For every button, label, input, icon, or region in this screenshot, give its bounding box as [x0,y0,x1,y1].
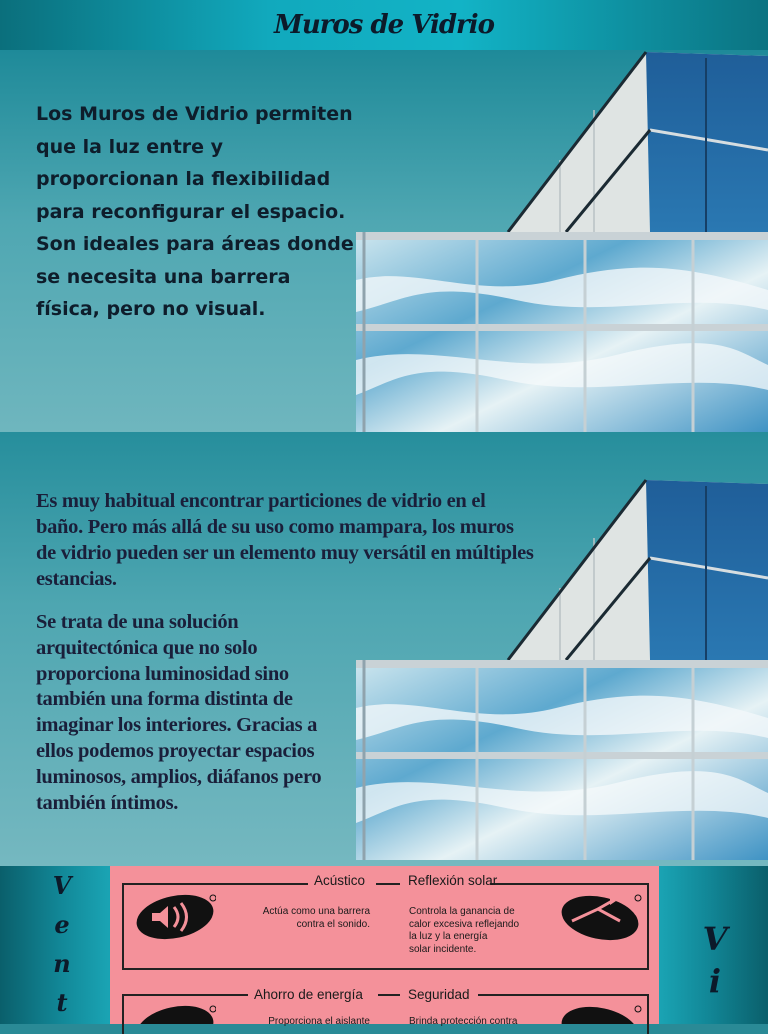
features-strip [0,866,768,1027]
right-vertical-word [700,918,730,1002]
left-vertical-word [50,866,74,1022]
features-card [110,866,659,1027]
energy-title: Ahorro de energía [254,987,363,1002]
text-line: Actúa como una barrera [262,906,370,917]
right-letter: i [708,962,722,1000]
text-line: contra el sonido. [296,918,370,930]
acoustic-title: Acústico [314,873,366,888]
security-title: Seguridad [408,987,470,1002]
info-paragraph-1: Es muy habitual encontrar particiones de vidrio en el baño. Pero más allá de su uso como mampara, los muros de vidrio pueden ser un elemento muy versátil en múltiples estancias. [36,490,534,590]
text-line: calor excesiva reflejando [409,918,520,930]
left-letter: n [53,949,71,978]
left-letter: t [56,988,68,1017]
page-title: Muros de Vidrio [274,10,494,40]
left-letter: e [54,910,70,939]
text-line: solar incidente. [409,943,477,955]
speaker-sound-icon [134,891,216,943]
info-panel [0,432,768,866]
page-header [0,0,768,51]
acoustic-description [248,906,370,931]
security-icon [558,1002,642,1024]
text-line: la luz y la energía [409,931,488,942]
right-letter: V [702,920,728,958]
security-description: Brinda protección contra [409,1016,518,1027]
glass-building-image [356,50,768,432]
energy-icon [134,1002,216,1024]
solar-title: Reflexión solar [408,873,498,888]
solar-description [409,906,539,956]
energy-description: Proporciona el aislante [268,1016,370,1027]
intro-paragraph: Los Muros de Vidrio permiten que la luz entre y proporcionan la flexibilidad para reconfigurar el espacio. Son ideales para áreas donde se necesita una barrera física, pero no visual. [36,103,354,320]
text-line: Controla la ganancia de [409,906,515,917]
left-letter: V [52,871,72,900]
info-paragraph-2: Se trata de una solución arquitectónica que no solo proporciona luminosidad sino también una forma distinta de imaginar los interiores. Gracias a ellos podemos proyectar espacios luminosos, amplios, diáfanos pero también íntimos. [36,611,322,814]
intro-panel [0,50,768,432]
sun-reflection-icon [558,891,642,943]
